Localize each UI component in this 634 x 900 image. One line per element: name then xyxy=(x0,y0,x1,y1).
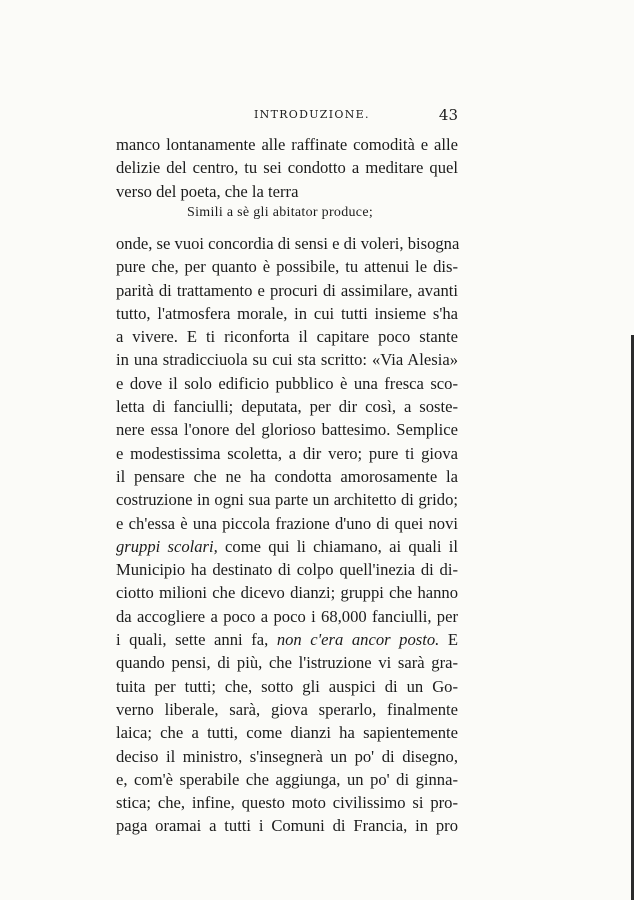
text-line: nere essa l'onore del glorioso battesimo. Semplice xyxy=(116,420,458,440)
text-fragment: i quali, sette anni fa, xyxy=(116,630,277,650)
text-line: e ch'essa è una piccola frazione d'uno di quei novi xyxy=(116,513,458,533)
quoted-verse: Simili a sè gli abitator produce; xyxy=(187,205,374,220)
text-line xyxy=(116,628,458,651)
text-line: pure che, per quanto è possibile, tu attenui le dis- xyxy=(116,257,458,277)
text-line: in una stradicciuola su cui sta scritto: «Via Alesia» xyxy=(116,350,458,370)
text-line: verso del poeta, che la terra xyxy=(116,181,299,201)
text-line: e, com'è sperabile che aggiunga, un po' di ginna- xyxy=(116,769,458,789)
text-line: e dove il solo edificio pubblico è una fresca sco- xyxy=(116,373,458,393)
paragraph-main xyxy=(116,232,458,838)
text-line: deciso il ministro, s'insegnerà un po' di disegno, xyxy=(116,746,458,766)
text-line: stica; che, infine, questo moto civilissimo si pro- xyxy=(116,793,458,813)
text-fragment: E xyxy=(439,630,458,650)
text-line: costruzione in ogni sua parte un architetto di grido; xyxy=(116,490,458,510)
italic-phrase: non c'era ancor posto. xyxy=(276,630,440,650)
text-line: tuita per tutti; che, sotto gli auspici di un Go- xyxy=(116,676,458,696)
text-line: il pensare che ne ha condotta amorosamente la xyxy=(116,466,458,486)
text-line: a vivere. E ti riconforta il capitare poco stante xyxy=(116,327,458,347)
text-line: verno liberale, sarà, giova sperarlo, finalmente xyxy=(116,699,458,719)
text-line: tutto, l'atmosfera morale, in cui tutti insieme s'ha xyxy=(116,303,458,323)
text-line: da accogliere a poco a poco i 68,000 fanciulli, per xyxy=(116,606,458,626)
text-line: paga oramai a tutti i Comuni di Francia, in pro xyxy=(116,816,458,836)
text-line: quando pensi, di più, che l'istruzione vi sarà gra- xyxy=(116,653,458,673)
text-line: letta di fanciulli; deputata, per dir così, a soste- xyxy=(116,397,458,417)
text-line: ciotto milioni che dicevo dianzi; gruppi che hanno xyxy=(116,583,458,603)
page-number: 43 xyxy=(438,106,458,124)
text-line xyxy=(116,535,458,558)
text-line: laica; che a tutti, come dianzi ha sapientemente xyxy=(116,723,458,743)
text-line: Municipio ha destinato di colpo quell'inezia di di- xyxy=(116,560,458,580)
text-line: e modestissima scoletta, a dir vero; pure ti giova xyxy=(116,443,458,463)
running-header xyxy=(116,108,458,126)
text-line: manco lontanamente alle raffinate comodità e alle xyxy=(116,135,458,154)
text-line: onde, se vuoi concordia di sensi e di voleri, bisogna xyxy=(116,234,460,253)
text-line: parità di trattamento e procuri di assimilare, avanti xyxy=(116,280,458,300)
italic-phrase: gruppi scolari, xyxy=(116,536,218,556)
text-fragment: come qui li chiamano, ai quali il xyxy=(217,536,458,556)
text-line: delizie del centro, tu sei condotto a meditare quel xyxy=(116,158,458,178)
paragraph-top xyxy=(116,133,458,203)
chapter-title: INTRODUZIONE. xyxy=(254,108,370,121)
